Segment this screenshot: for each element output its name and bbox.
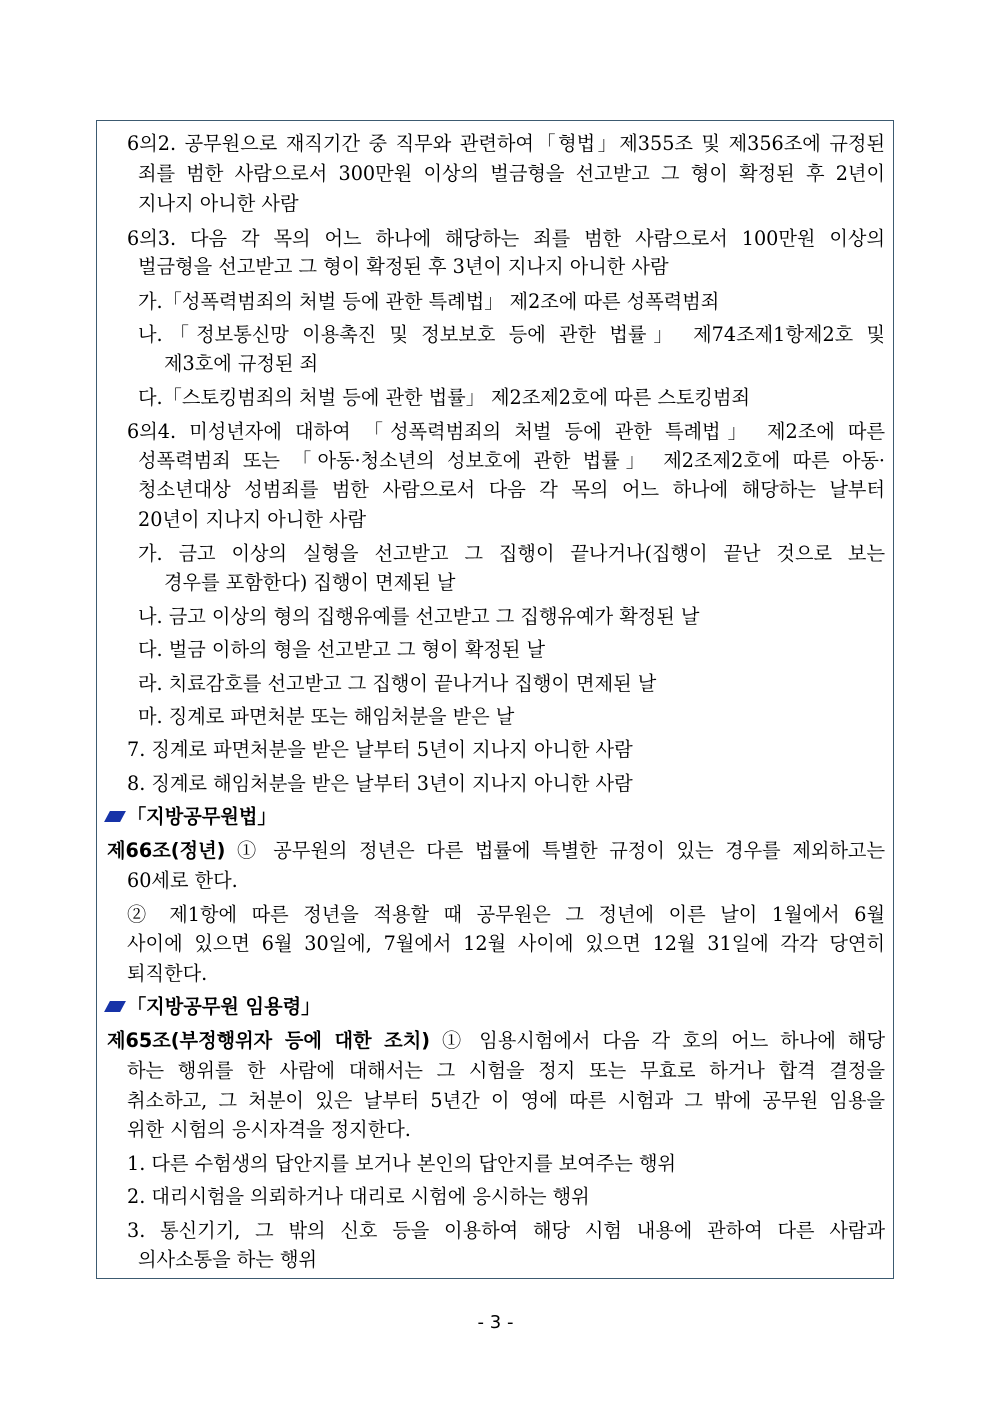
section-marker-icon [104,1001,126,1012]
text-line: 6의3. 다음 각 목의 어느 하나에 해당하는 죄를 범한 사람으로서 100만원 이상의 [127,227,885,250]
text-span: ① 임용시험에서 다음 각 호의 어느 하나에 해당 [430,1029,885,1052]
text-line: 8. 징계로 해임처분을 받은 날부터 3년이 지나지 아니한 사람 [127,772,633,795]
text-line: 죄를 범한 사람으로서 300만원 이상의 벌금형을 선고받고 그 형이 확정된 후 2년이 [138,162,885,185]
text-line: 경우를 포함한다) 집행이 면제된 날 [164,571,456,594]
text-line: 위한 시험의 응시자격을 정지한다. [127,1118,411,1141]
page-number: - 3 - [477,1312,514,1333]
text-line: 제3호에 규정된 죄 [164,352,319,375]
text-line: 지나지 아니한 사람 [138,192,299,215]
text-line: 취소하고, 그 처분이 있은 날부터 5년간 이 영에 따른 시험과 그 밖에 공무원 임용을 [127,1089,885,1112]
text-line: 나.「정보통신망 이용촉진 및 정보보호 등에 관한 법률」 제74조제1항제2호 및 [138,323,885,346]
text-line [107,839,885,863]
section-heading-label: 「지방공무원법」 [127,805,277,828]
text-line: 하는 행위를 한 사람에 대해서는 그 시험을 정지 또는 무효로 하거나 합격 결정을 [127,1059,885,1082]
text-line: 3. 통신기기, 그 밖의 신호 등을 이용하여 해당 시험 내용에 관하여 다른 사람과 [127,1219,885,1242]
text-line: 6의2. 공무원으로 재직기간 중 직무와 관련하여「형법」제355조 및 제356조에 규정된 [127,132,885,155]
text-line: 나. 금고 이상의 형의 집행유예를 선고받고 그 집행유예가 확정된 날 [138,605,700,628]
text-line: 가.「성폭력범죄의 처벌 등에 관한 특례법」 제2조에 따른 성폭력범죄 [138,290,720,313]
text-line: 청소년대상 성범죄를 범한 사람으로서 다음 각 목의 어느 하나에 해당하는 날부터 [138,478,885,501]
text-line: 퇴직한다. [127,962,208,985]
text-line: 다. 벌금 이하의 형을 선고받고 그 형이 확정된 날 [138,638,546,661]
text-line: ② 제1항에 따른 정년을 적용할 때 공무원은 그 정년에 이른 날이 1월에서 6월 [127,903,885,926]
text-line: 가. 금고 이상의 실형을 선고받고 그 집행이 끝나거나(집행이 끝난 것으로 보는 [138,542,885,565]
text-line: 1. 다른 수험생의 답안지를 보거나 본인의 답안지를 보여주는 행위 [127,1152,677,1175]
text-line: 60세로 한다. [127,869,238,892]
text-line: 의사소통을 하는 행위 [138,1248,318,1271]
text-line: 20년이 지나지 아니한 사람 [138,508,367,531]
text-line: 성폭력범죄 또는 「아동·청소년의 성보호에 관한 법률」 제2조제2호에 따른 아동· [138,449,885,472]
text-line: 다.「스토킹범죄의 처벌 등에 관한 법률」 제2조제2호에 따른 스토킹범죄 [138,386,751,409]
article-title: 제66조(정년) [107,839,226,862]
section-marker-icon [104,811,126,822]
text-line: 2. 대리시험을 의뢰하거나 대리로 시험에 응시하는 행위 [127,1185,590,1208]
text-line: 6의4. 미성년자에 대하여 「성폭력범죄의 처벌 등에 관한 특례법」 제2조에 따른 [127,420,885,443]
text-line: 마. 징계로 파면처분 또는 해임처분을 받은 날 [138,705,515,728]
text-line: 벌금형을 선고받고 그 형이 확정된 후 3년이 지나지 아니한 사람 [138,255,669,278]
section-heading [107,995,320,1019]
section-heading [107,805,277,829]
text-line: 사이에 있으면 6월 30일에, 7월에서 12월 사이에 있으면 12월 31일에 각각 당연히 [127,932,885,955]
text-span: ① 공무원의 정년은 다른 법률에 특별한 규정이 있는 경우를 제외하고는 [225,839,885,862]
text-line: 7. 징계로 파면처분을 받은 날부터 5년이 지나지 아니한 사람 [127,738,633,761]
text-line [107,1029,885,1053]
text-line: 라. 치료감호를 선고받고 그 집행이 끝나거나 집행이 면제된 날 [138,672,657,695]
article-title: 제65조(부정행위자 등에 대한 조치) [107,1029,431,1052]
section-heading-label: 「지방공무원 임용령」 [127,995,321,1018]
